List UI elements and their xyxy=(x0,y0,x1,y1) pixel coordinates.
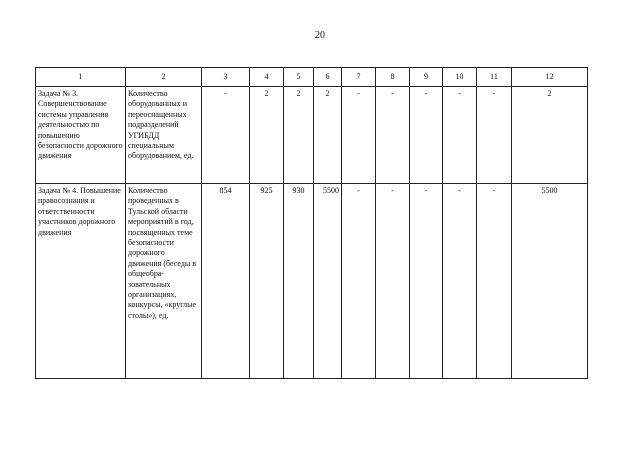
value-cell: - xyxy=(477,184,512,379)
value-cell: 2 xyxy=(512,87,588,184)
task-cell: Задача № 3. Совершенствование системы управления деятельностью по повышению безопасности дорожного движения xyxy=(36,87,126,184)
value-cell: 2 xyxy=(314,87,342,184)
task-cell: Задача № 4. Повышение правосознания и ответственности участников дорожного движения xyxy=(36,184,126,379)
value-cell: 2 xyxy=(250,87,284,184)
table-row xyxy=(36,87,588,184)
column-header: 11 xyxy=(477,68,512,87)
column-header: 9 xyxy=(410,68,443,87)
column-header: 1 xyxy=(36,68,126,87)
value-cell: - xyxy=(410,87,443,184)
page-number: 20 xyxy=(315,30,325,41)
column-header: 4 xyxy=(250,68,284,87)
column-header: 2 xyxy=(126,68,202,87)
value-cell: 5500 xyxy=(512,184,588,379)
column-header: 5 xyxy=(284,68,314,87)
column-header: 8 xyxy=(376,68,410,87)
value-cell: - xyxy=(443,184,477,379)
table-header-row xyxy=(36,68,588,87)
value-cell: - xyxy=(410,184,443,379)
value-cell: - xyxy=(342,184,376,379)
value-cell: 5500 xyxy=(314,184,342,379)
column-header: 10 xyxy=(443,68,477,87)
value-cell: 930 xyxy=(284,184,314,379)
column-header: 3 xyxy=(202,68,250,87)
value-cell: - xyxy=(202,87,250,184)
value-cell: - xyxy=(477,87,512,184)
table-row xyxy=(36,184,588,379)
value-cell: - xyxy=(376,87,410,184)
column-header: 12 xyxy=(512,68,588,87)
value-cell: 2 xyxy=(284,87,314,184)
indicator-cell: Количество оборудованных и переоснащенных подразделений УГИБДД специальным оборудованием, ед. xyxy=(126,87,202,184)
indicators-table xyxy=(35,67,588,379)
column-header: 7 xyxy=(342,68,376,87)
value-cell: - xyxy=(342,87,376,184)
indicator-cell: Количество проведенных в Тульской области мероприятий в год, посвященных теме безопасности дорожного движения (беседы в общеобра-зовательных организациях, конкурсы, «круглые столы»), ед. xyxy=(126,184,202,379)
value-cell: - xyxy=(443,87,477,184)
column-header: 6 xyxy=(314,68,342,87)
value-cell: 854 xyxy=(202,184,250,379)
value-cell: 925 xyxy=(250,184,284,379)
value-cell: - xyxy=(376,184,410,379)
